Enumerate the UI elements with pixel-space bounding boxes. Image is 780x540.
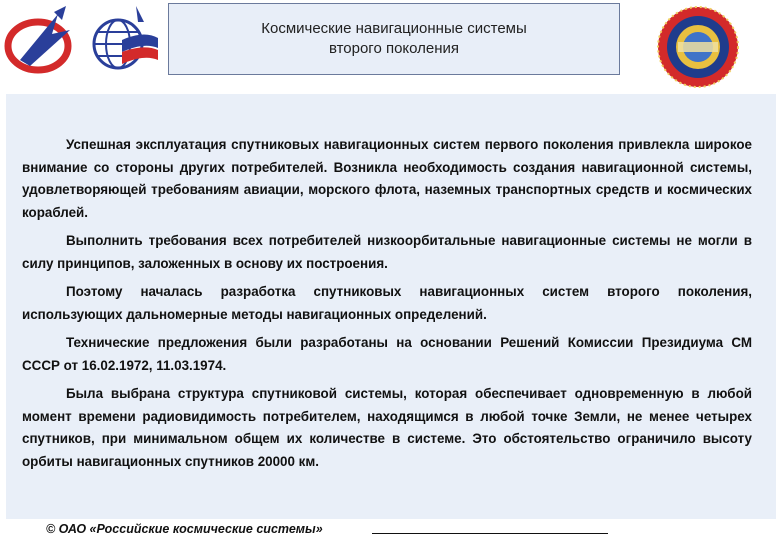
paragraph-3: Поэтому началась разработка спутниковых навигационных систем второго поколения, использующих дальномерные методы навигационных определений.	[22, 284, 752, 322]
title-line-1: Космические навигационные системы	[261, 20, 527, 37]
title-line-2: второго поколения	[328, 40, 460, 57]
page-title	[168, 3, 620, 75]
footer-divider	[372, 533, 608, 534]
main-content	[6, 94, 776, 519]
paragraph-1: Успешная эксплуатация спутниковых навигационных систем первого поколения привлекла широкое внимание со стороны других потребителей. Возникла необходимость создания навигационной системы, удовлетворяющей требованиям авиации, морского флота, наземных транспортных средств и космических кораблей.	[22, 137, 752, 220]
paragraph-4: Технические предложения были разработаны на основании Решений Комиссии Президиума СМ СССР от 16.02.1972, 11.03.1974.	[22, 335, 752, 373]
paragraph-2: Выполнить требования всех потребителей низкоорбитальные навигационные системы не могли в силу принципов, заложенных в основу их построения.	[22, 233, 752, 271]
emblem-logo-icon	[648, 4, 748, 90]
globe-logo-icon	[78, 0, 168, 80]
footer-copyright: © ОАО «Российские космические системы»	[46, 522, 323, 536]
company-logo-icon	[0, 0, 80, 80]
paragraph-5: Была выбрана структура спутниковой системы, которая обеспечивает одновременную в любой момент времени радиовидимость потребителем, находящимся в любой точке Земли, не менее четырех спутников, при минимальном общем их количестве в системе. Это обстоятельство ограничило высоту орбиты навигационных спутников 20000 км.	[22, 386, 752, 469]
